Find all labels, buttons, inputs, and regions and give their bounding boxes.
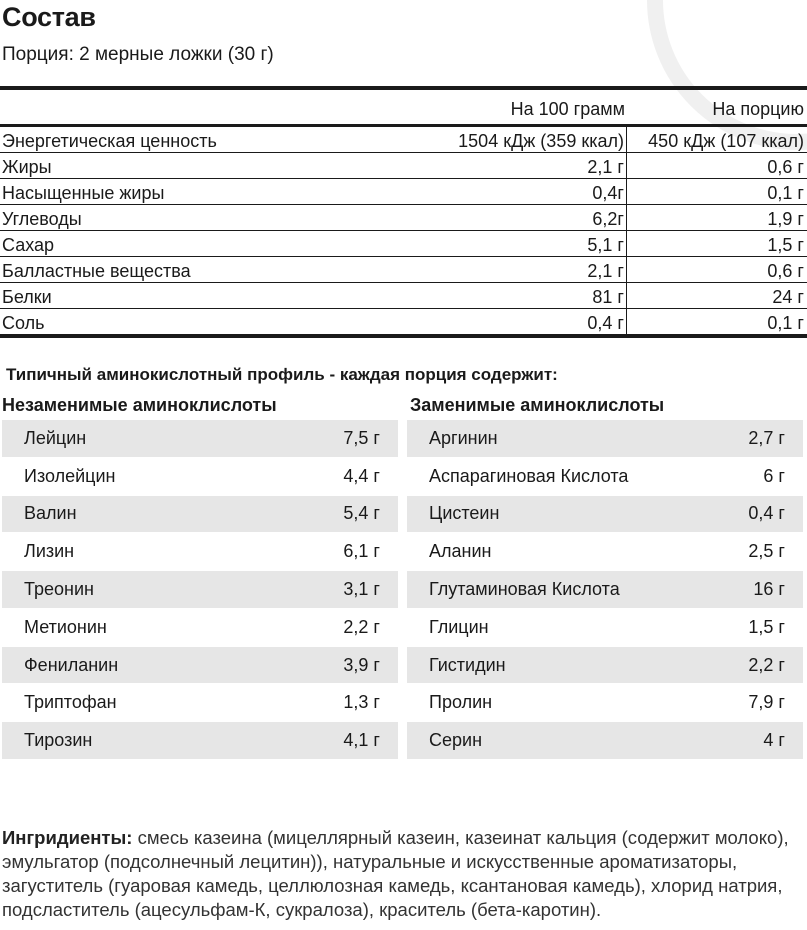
nutrition-row: [0, 257, 807, 283]
amino-name: Изолейцин: [24, 465, 116, 486]
amino-value: 1,5 г: [748, 616, 785, 637]
amino-value: 4 г: [763, 730, 785, 751]
amino-value: 2,7 г: [748, 427, 785, 448]
ingredients-label: Ингридиенты:: [2, 827, 133, 848]
nutrition-row: [0, 283, 807, 309]
nutrient-name: Балластные вещества: [2, 261, 191, 281]
value-portion: 450 кДж (107 ккал): [648, 131, 804, 151]
amino-value: 4,1 г: [343, 730, 380, 751]
value-portion: 0,1 г: [767, 313, 804, 333]
amino-row: [407, 458, 803, 495]
value-portion: 0,1 г: [767, 183, 804, 203]
nutrition-header-row: [0, 90, 807, 124]
nonessential-title: Заменимые аминоклислоты: [410, 395, 665, 415]
value-per100: 81 г: [422, 283, 627, 308]
amino-row: [2, 533, 398, 570]
amino-value: 5,4 г: [343, 503, 380, 524]
value-portion: 0,6 г: [767, 261, 804, 281]
amino-value: 0,4 г: [748, 503, 785, 524]
amino-name: Триптофан: [24, 692, 117, 713]
amino-row: [2, 420, 398, 457]
amino-value: 4,4 г: [343, 465, 380, 486]
ingredients-body: смесь казеина (мицеллярный казеин, казеинат кальция (содержит молоко), эмульгатор (подсолнечный лецитин)), натуральные и искусственные ароматизаторы, загуститель (гуаровая камедь, целлюлозная камедь, ксантановая камедь), хлорид натрия, подсластитель (ацесульфам-К, сукралоза), краситель (бета-каротин).: [2, 827, 789, 920]
nutrient-name: Углеводы: [2, 209, 82, 229]
amino-value: 3,1 г: [343, 578, 380, 599]
amino-value: 16 г: [753, 578, 785, 599]
nutrient-name: Соль: [2, 313, 45, 333]
amino-name: Глутаминовая Кислота: [429, 578, 620, 599]
page-title: Состав: [2, 2, 96, 32]
value-portion: 0,6 г: [767, 157, 804, 177]
amino-row: [407, 722, 803, 759]
nonessential-list: [407, 420, 803, 760]
amino-name: Фениланин: [24, 654, 119, 675]
table-bottom-rule: [0, 334, 807, 338]
amino-row: [407, 685, 803, 722]
nutrition-row: [0, 309, 807, 334]
amino-name: Цистеин: [429, 503, 500, 524]
amino-name: Валин: [24, 503, 77, 524]
amino-value: 6 г: [763, 465, 785, 486]
amino-value: 3,9 г: [343, 654, 380, 675]
amino-row: [2, 609, 398, 646]
amino-profile-title: Типичный аминокислотный профиль - каждая порция содержит:: [6, 365, 558, 384]
amino-row: [407, 420, 803, 457]
amino-row: [407, 571, 803, 608]
value-portion: 24 г: [772, 287, 804, 307]
amino-name: Глицин: [429, 616, 489, 637]
amino-value: 1,3 г: [343, 692, 380, 713]
amino-name: Тирозин: [24, 730, 93, 751]
amino-row: [407, 533, 803, 570]
nutrition-row: [0, 153, 807, 179]
amino-name: Треонин: [24, 578, 94, 599]
value-per100: 6,2г: [422, 205, 627, 230]
amino-value: 2,2 г: [343, 616, 380, 637]
value-portion: 1,5 г: [767, 235, 804, 255]
amino-value: 2,2 г: [748, 654, 785, 675]
value-per100: 0,4 г: [422, 309, 627, 334]
amino-row: [2, 685, 398, 722]
value-per100: 0,4г: [422, 179, 627, 204]
nutrition-row: [0, 205, 807, 231]
amino-name: Аспарагиновая Кислота: [429, 465, 629, 486]
value-portion: 1,9 г: [767, 209, 804, 229]
amino-name: Метионин: [24, 616, 107, 637]
amino-row: [2, 496, 398, 533]
amino-row: [2, 571, 398, 608]
nutrient-name: Жиры: [2, 157, 52, 177]
nutrition-table: [0, 86, 807, 338]
nutrient-name: Энергетическая ценность: [2, 131, 217, 151]
nutrition-row: [0, 231, 807, 257]
amino-row: [2, 722, 398, 759]
amino-name: Гистидин: [429, 654, 506, 675]
col-header-portion: На порцию: [712, 99, 804, 119]
amino-value: 6,1 г: [343, 541, 380, 562]
amino-row: [407, 609, 803, 646]
amino-name: Пролин: [429, 692, 493, 713]
amino-row: [2, 458, 398, 495]
nutrition-row: [0, 179, 807, 205]
amino-name: Лейцин: [24, 427, 87, 448]
amino-value: 7,9 г: [748, 692, 785, 713]
amino-name: Аланин: [429, 541, 492, 562]
serving-size: Порция: 2 мерные ложки (30 г): [2, 44, 274, 65]
amino-name: Лизин: [24, 541, 75, 562]
amino-name: Аргинин: [429, 427, 498, 448]
essential-title: Незаменимые аминоклислоты: [2, 395, 277, 415]
value-per100: 2,1 г: [422, 257, 627, 282]
value-per100: 1504 кДж (359 ккал): [422, 127, 627, 152]
value-per100: 2,1 г: [422, 153, 627, 178]
amino-row: [407, 647, 803, 684]
amino-row: [407, 496, 803, 533]
amino-value: 2,5 г: [748, 541, 785, 562]
nutrient-name: Сахар: [2, 235, 55, 255]
ingredients-text: [2, 826, 802, 922]
col-header-per100: На 100 грамм: [510, 99, 625, 119]
nutrient-name: Белки: [2, 287, 52, 307]
amino-row: [2, 647, 398, 684]
nutrition-rows: [0, 127, 807, 334]
amino-value: 7,5 г: [343, 427, 380, 448]
amino-name: Серин: [429, 730, 483, 751]
essential-list: [2, 420, 398, 760]
nutrition-row: [0, 127, 807, 153]
value-per100: 5,1 г: [422, 231, 627, 256]
nutrient-name: Насыщенные жиры: [2, 183, 165, 203]
